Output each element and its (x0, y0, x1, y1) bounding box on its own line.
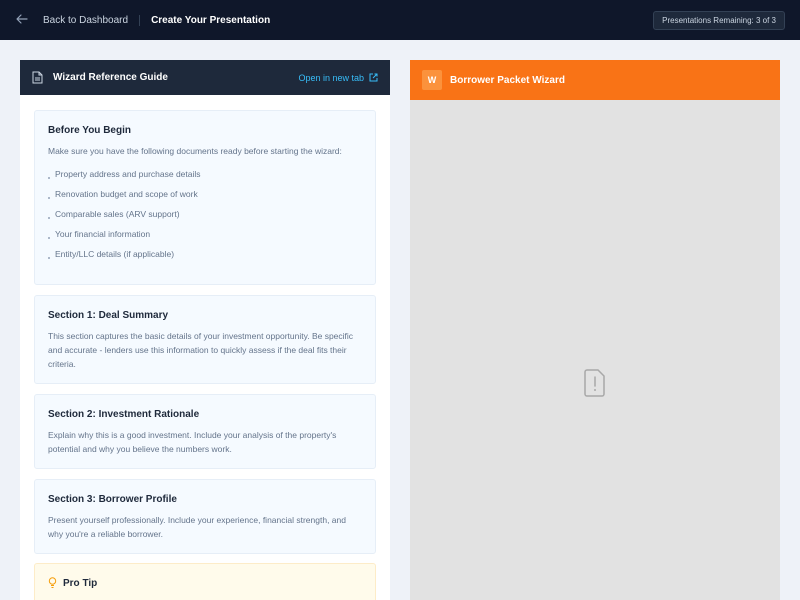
top-nav-bar (0, 0, 800, 40)
list-item: Renovation budget and scope of work (48, 184, 362, 204)
wizard-header (410, 60, 780, 100)
card-text: This section captures the basic details of your investment opportunity. Be specific and accurate - lenders use this information to quickly assess if the deal fits their criteria. (48, 331, 354, 369)
before-you-begin-card (34, 110, 376, 285)
checklist (48, 164, 362, 264)
presentations-remaining-badge (653, 11, 785, 30)
card-text: Explain why this is a good investment. Include your analysis of the property's potential and why you believe the numbers work. (48, 430, 337, 454)
card-intro: Make sure you have the following documents ready before starting the wizard: (48, 146, 342, 156)
open-in-new-tab-link[interactable] (298, 60, 378, 95)
wizard-title: Borrower Packet Wizard (450, 74, 565, 86)
remaining-label: Presentations Remaining: 3 of 3 (662, 16, 776, 25)
section-2-card (34, 394, 376, 469)
card-text: Present yourself professionally. Include your experience, financial strength, and why you're a reliable borrower. (48, 515, 346, 539)
back-to-dashboard-link[interactable]: Back to Dashboard (43, 14, 129, 26)
card-title: Before You Begin (48, 125, 131, 136)
document-icon (32, 71, 44, 85)
guide-header (20, 60, 390, 95)
borrower-packet-wizard-panel (410, 60, 780, 600)
page-title: Create Your Presentation (151, 14, 271, 26)
wizard-badge: W (422, 70, 442, 90)
card-title: Section 2: Investment Rationale (48, 409, 200, 420)
list-item: Your financial information (48, 224, 362, 244)
pro-tip-card (34, 563, 376, 600)
external-link-icon[interactable] (369, 73, 378, 82)
arrow-left-icon[interactable] (16, 13, 30, 27)
list-item: Comparable sales (ARV support) (48, 204, 362, 224)
card-title: Section 1: Deal Summary (48, 310, 169, 321)
lightbulb-icon (48, 577, 58, 589)
file-warning-icon (584, 369, 606, 397)
tip-title: Pro Tip (63, 577, 98, 589)
divider (139, 15, 140, 26)
wizard-reference-guide-panel (20, 60, 390, 600)
section-1-card (34, 295, 376, 384)
list-item: Property address and purchase details (48, 164, 362, 184)
guide-title: Wizard Reference Guide (53, 72, 168, 83)
wizard-frame[interactable] (410, 100, 780, 600)
list-item: Entity/LLC details (if applicable) (48, 244, 362, 264)
section-3-card (34, 479, 376, 554)
open-tab-label[interactable]: Open in new tab (298, 72, 364, 83)
card-title: Section 3: Borrower Profile (48, 494, 177, 505)
